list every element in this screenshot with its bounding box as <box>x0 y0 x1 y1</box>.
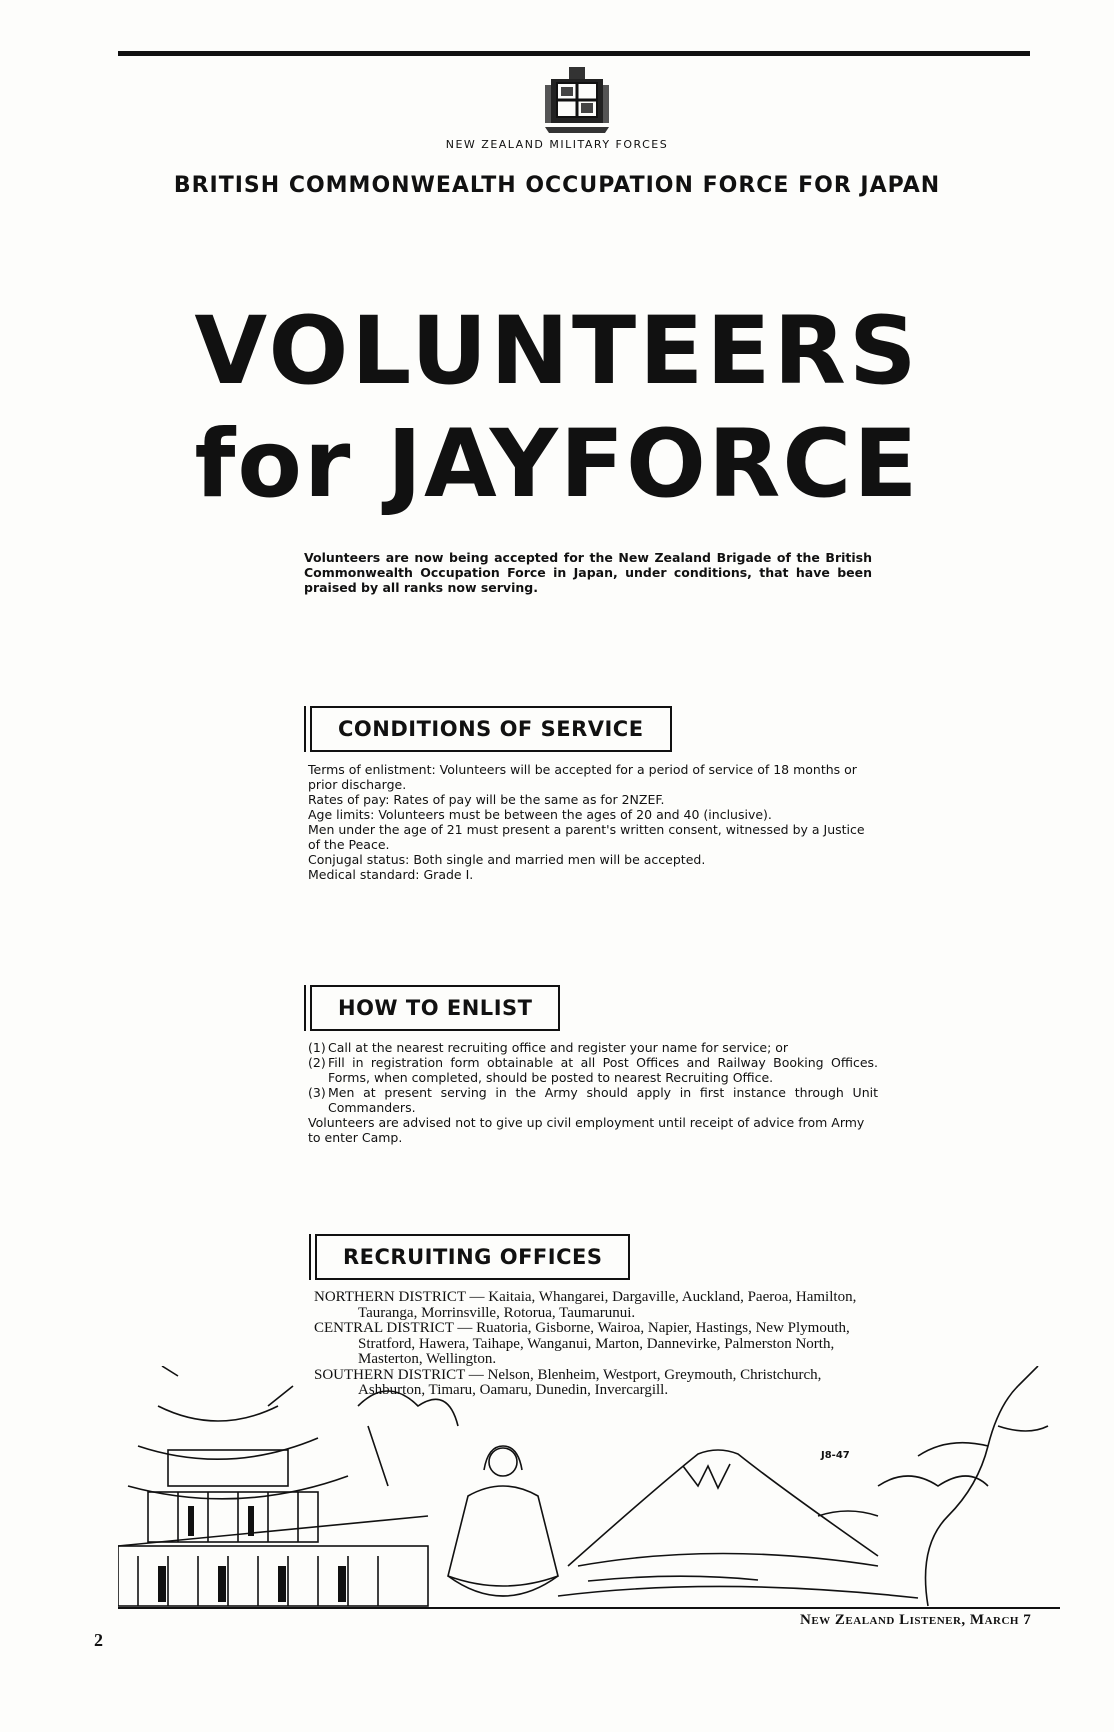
condition-line: Conjugal status: Both single and married men will be accepted. <box>308 852 706 867</box>
recruiting-heading: RECRUITING OFFICES <box>315 1234 630 1280</box>
publication-footer: New Zealand Listener, March 7 <box>800 1612 1032 1628</box>
page-number: 2 <box>94 1630 103 1650</box>
title-line-2: for JAYFORCE <box>194 410 920 519</box>
conditions-list <box>308 762 878 882</box>
enlist-item-text: Call at the nearest recruiting office and register your name for service; or <box>328 1040 789 1055</box>
enlist-item <box>308 1055 878 1085</box>
district-central: CENTRAL DISTRICT — Ruatoria, Gisborne, Wairoa, Napier, Hastings, New Plymouth, Stratford, Hawera, Taihape, Wanganui, Marton, Dannevirke, Palmerston North, Masterton, Wellington. <box>314 1320 850 1367</box>
force-heading: BRITISH COMMONWEALTH OCCUPATION FORCE FOR JAPAN <box>173 173 941 198</box>
condition-line: Rates of pay: Rates of pay will be the same as for 2NZEF. <box>308 792 665 807</box>
enlist-item-number: (3) <box>308 1085 326 1100</box>
condition-line: Men under the age of 21 must present a parent's written consent, witnessed by a Justice of the Peace. <box>308 822 865 852</box>
enlist-item-number: (2) <box>308 1055 326 1070</box>
intro-paragraph: Volunteers are now being accepted for the New Zealand Brigade of the British Commonwealth Occupation Force in Japan, under conditions, that have been praised by all ranks now serving. <box>304 550 872 595</box>
org-label: NEW ZEALAND MILITARY FORCES <box>445 138 669 151</box>
district-northern: NORTHERN DISTRICT — Kaitaia, Whangarei, Dargaville, Auckland, Paeroa, Hamilton, Tauranga, Morrinsville, Rotorua, Taumarunui. <box>314 1289 857 1321</box>
enlist-note: Volunteers are advised not to give up civil employment until receipt of advice from Army to enter Camp. <box>308 1115 865 1145</box>
coat-of-arms-icon <box>541 63 613 135</box>
enlist-list <box>308 1040 878 1145</box>
condition-line: Terms of enlistment: Volunteers will be accepted for a period of service of 18 months or prior discharge. <box>308 762 857 792</box>
condition-line: Age limits: Volunteers must be between the ages of 20 and 40 (inclusive). <box>308 807 772 822</box>
enlist-heading: HOW TO ENLIST <box>310 985 560 1031</box>
top-rule <box>118 51 1030 56</box>
enlist-item <box>308 1040 878 1055</box>
enlist-item <box>308 1085 878 1115</box>
enlist-item-text: Fill in registration form obtainable at all Post Offices and Railway Booking Offices. Forms, when completed, should be posted to nearest Recruiting Office. <box>328 1055 878 1085</box>
illustration-code: J8-47 <box>821 1450 850 1461</box>
title-line-1: VOLUNTEERS <box>194 297 920 406</box>
district-southern: SOUTHERN DISTRICT — Nelson, Blenheim, Westport, Greymouth, Christchurch, Ashburton, Timaru, Oamaru, Dunedin, Invercargill. <box>314 1366 822 1398</box>
condition-line: Medical standard: Grade I. <box>308 867 474 882</box>
enlist-item-number: (1) <box>308 1040 326 1055</box>
japan-landscape-illustration <box>118 1366 1060 1623</box>
conditions-heading: CONDITIONS OF SERVICE <box>310 706 672 752</box>
enlist-item-text: Men at present serving in the Army should apply in first instance through Unit Commanders. <box>328 1085 878 1115</box>
